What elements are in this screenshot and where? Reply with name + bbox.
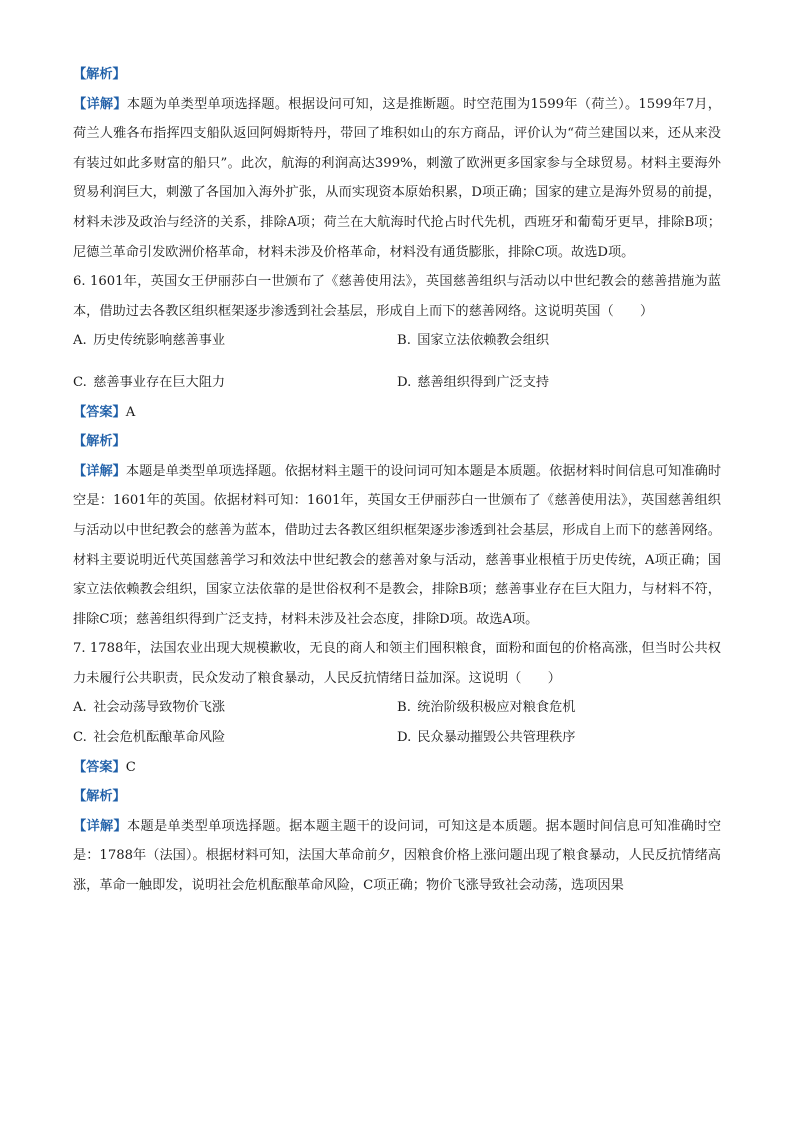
q6-option-b[interactable]	[397, 326, 721, 356]
q7-option-b[interactable]	[397, 693, 721, 723]
option-letter: A.	[73, 700, 87, 716]
option-letter: C.	[73, 374, 87, 390]
q5-analysis-heading	[73, 60, 721, 90]
q7-option-a[interactable]	[73, 693, 397, 723]
detail-tag: 【详解】	[73, 463, 126, 479]
q6-analysis-heading	[73, 427, 721, 457]
option-text: 慈善事业存在巨大阻力	[93, 374, 226, 390]
q6-stem: 6. 1601年，英国女王伊丽莎白一世颁布了《慈善使用法》，英国慈善组织与活动以中世纪教会的慈善措施为蓝本，借助过去各教区组织框架逐步渗透到社会基层，形成自上而下的慈善网络。这说明英国（ ）	[73, 274, 721, 319]
option-text: 国家立法依赖教会组织	[417, 333, 550, 349]
option-text: 统治阶级积极应对粮食危机	[417, 700, 576, 716]
option-letter: B.	[397, 700, 411, 716]
spacer	[73, 356, 721, 368]
q6-detail-paragraph	[73, 457, 721, 635]
analysis-tag: 【解析】	[73, 67, 126, 82]
q6-detail-text: 本题是单类型单项选择题。依据材料主题干的设问词可知本题是本质题。依据材料时间信息可知准确时空是：1601年的英国。依据材料可知：1601年，英国女王伊丽莎白一世颁布了《慈善使用法》，英国慈善组织与活动以中世纪教会的慈善为蓝本，借助过去各教区组织框架逐步渗透到社会基层，形成自上而下的慈善网络。材料主要说明近代英国慈善学习和效法中世纪教会的慈善对象与活动，慈善事业根植于历史传统，A项正确；国家立法依赖教会组织，国家立法依靠的是世俗权利不是教会，排除B项；慈善事业存在巨大阻力，与材料不符，排除C项；慈善组织得到广泛支持，材料未涉及社会态度，排除D项。故选A项。	[73, 463, 722, 627]
q7-stem: 7. 1788年，法国农业出现大规模歉收，无良的商人和领主们囤积粮食，面粉和面包的价格高涨，但当时公共权力未履行公共职责，民众发动了粮食暴动，人民反抗情绪日益加深。这说明（ ）	[73, 641, 721, 686]
option-letter: D.	[397, 374, 412, 390]
option-text: 慈善组织得到广泛支持	[417, 374, 550, 390]
answer-value: C	[125, 759, 136, 775]
q6-option-a[interactable]	[73, 326, 397, 356]
q6-option-d[interactable]	[397, 368, 721, 398]
option-text: 社会动荡导致物价飞涨	[93, 700, 226, 716]
q6-option-c[interactable]	[73, 368, 397, 398]
q7-options-row-1	[73, 693, 721, 723]
option-text: 历史传统影响慈善事业	[93, 333, 226, 349]
q6-answer	[73, 398, 721, 428]
option-letter: A.	[73, 333, 87, 349]
q7-analysis-heading	[73, 782, 721, 812]
option-text: 社会危机酝酿革命风险	[93, 730, 226, 746]
q6-options-row-1	[73, 326, 721, 356]
q7-detail-text: 本题是单类型单项选择题。据本题主题干的设问词，可知这是本质题。据本题时间信息可知准确时空是：1788年（法国）。根据材料可知，法国大革命前夕，因粮食价格上涨问题出现了粮食暴动，人民反抗情绪高涨，革命一触即发，说明社会危机酝酿革命风险，C项正确；物价飞涨导致社会动荡，选项因果	[73, 818, 722, 894]
option-letter: B.	[397, 333, 411, 349]
q7-detail-paragraph	[73, 812, 721, 901]
analysis-tag: 【解析】	[73, 434, 126, 450]
option-letter: D.	[397, 730, 412, 746]
detail-tag: 【详解】	[73, 96, 127, 112]
answer-tag: 【答案】	[73, 404, 126, 420]
q7-option-d[interactable]	[397, 723, 721, 753]
q7-option-c[interactable]	[73, 723, 397, 753]
option-letter: C.	[73, 730, 87, 746]
answer-value: A	[125, 404, 136, 420]
document-content	[73, 60, 721, 901]
analysis-tag: 【解析】	[73, 789, 126, 805]
q5-detail-paragraph	[73, 90, 721, 268]
answer-tag: 【答案】	[73, 759, 126, 775]
option-text: 民众暴动摧毁公共管理秩序	[417, 730, 576, 746]
q5-detail-text: 本题为单类型单项选择题。根据设问可知，这是推断题。时空范围为1599年（荷兰）。1599年7月，荷兰人雅各布指挥四支船队返回阿姆斯特丹，带回了堆积如山的东方商品，评价认为“荷兰建国以来，还从来没有装过如此多财富的船只”。此次，航海的利润高达399%，刺激了欧洲更多国家参与全球贸易。材料主要海外贸易利润巨大，刺激了各国加入海外扩张，从而实现资本原始积累，D项正确；国家的建立是海外贸易的前提，材料未涉及政治与经济的关系，排除A项；荷兰在大航海时代抢占时代先机，西班牙和葡萄牙更早，排除B项；尼德兰革命引发欧洲价格革命，材料未涉及价格革命，材料没有通货膨胀，排除C项。故选D项。	[73, 96, 721, 260]
q7-answer	[73, 753, 721, 783]
detail-tag: 【详解】	[73, 818, 128, 834]
q6-options-row-2	[73, 368, 721, 398]
q7-options-row-2	[73, 723, 721, 753]
